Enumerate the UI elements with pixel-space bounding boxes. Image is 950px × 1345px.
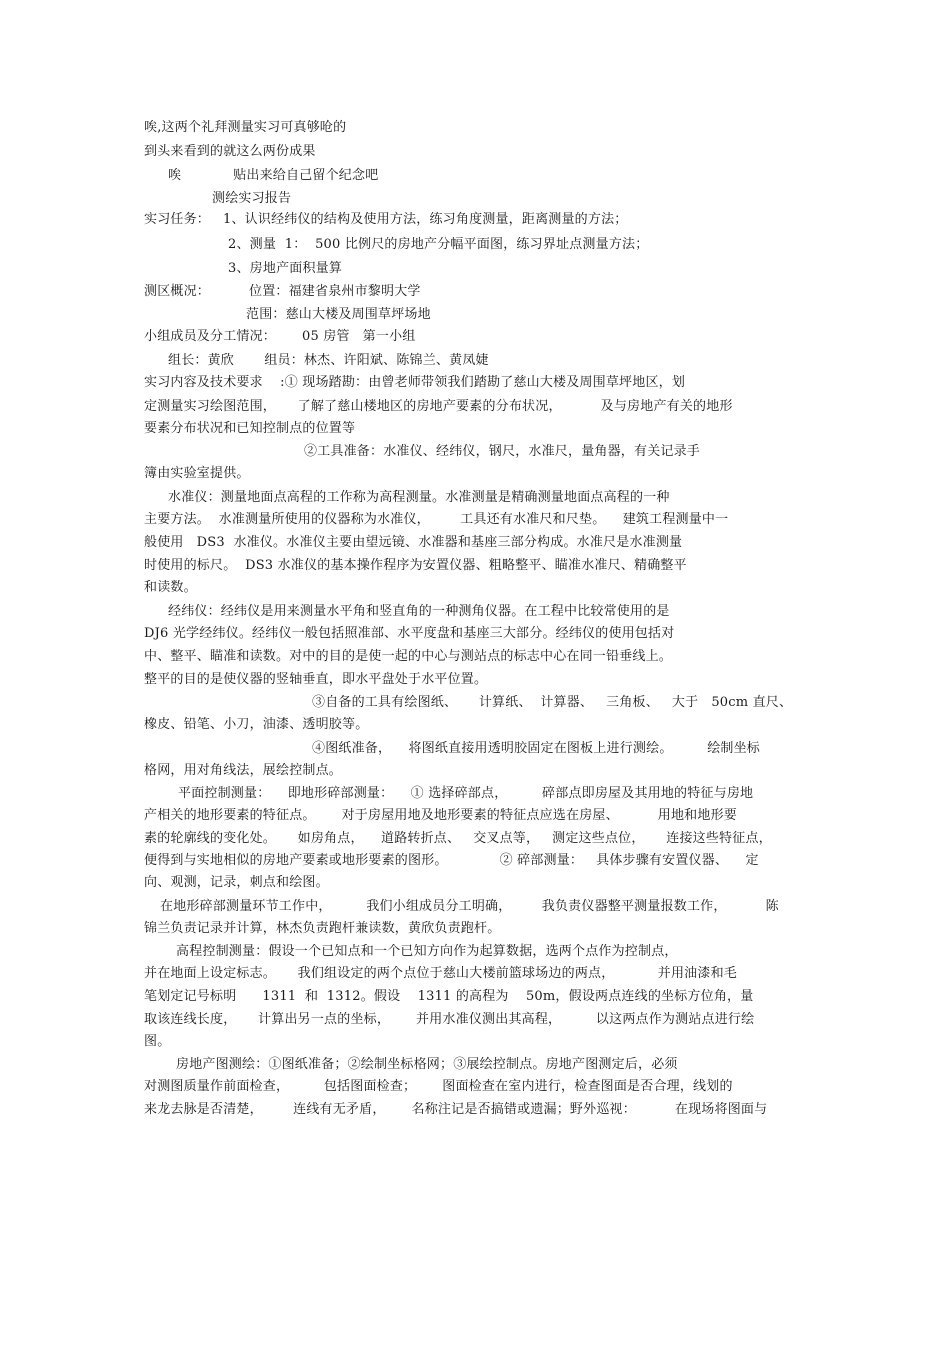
text-line: 平面控制测量： 即地形碎部测量： ① 选择碎部点， 碎部点即房屋及其用地的特征与房地: [178, 786, 754, 801]
text-line: 实习任务： 1、认识经纬仪的结构及使用方法，练习角度测量，距离测量的方法；: [144, 212, 628, 227]
text-line: 簿由实验室提供。: [144, 466, 250, 481]
text-line: 定测量实习绘图范围， 了解了慈山楼地区的房地产要素的分布状况， 及与房地产有关的地形: [144, 399, 733, 414]
text-line: 经纬仪：经纬仪是用来测量水平角和竖直角的一种测角仪器。在工程中比较常使用的是: [168, 604, 670, 619]
text-line: ④图纸准备， 将图纸直接用透明胶固定在图板上进行测绘。 绘制坐标: [312, 741, 760, 756]
text-line: 时使用的标尺。 DS3 水准仪的基本操作程序为安置仪器、粗略整平、瞄准水准尺、精确整平: [144, 558, 687, 573]
text-line: 高程控制测量：假设一个已知点和一个已知方向作为起算数据，选两个点作为控制点，: [176, 944, 678, 959]
text-line: 3、房地产面积量算: [228, 261, 343, 276]
text-line: 唉,这两个礼拜测量实习可真够呛的: [144, 120, 347, 135]
text-line: ②工具准备：水准仪、经纬仪，钢尺，水准尺，量角器，有关记录手: [304, 444, 701, 459]
text-line: 主要方法。 水准测量所使用的仪器称为水准仪， 工具还有水准尺和尺垫。 建筑工程测量中一: [144, 512, 729, 527]
text-line: 锦兰负责记录并计算，林杰负责跑杆兼读数，黄欣负责跑杆。: [144, 921, 501, 936]
text-line: 格网，用对角线法，展绘控制点。: [144, 763, 343, 778]
text-line: 素的轮廓线的变化处。 如房角点， 道路转折点、 交叉点等， 测定这些点位， 连接这些特征点，: [144, 831, 772, 846]
text-line: 中、整平、瞄准和读数。对中的目的是使一起的中心与测站点的标志中心在同一铅垂线上。: [144, 649, 673, 664]
text-line: 笔划定记号标明 1311 和 1312。假设 1311 的高程为 50m，假设两点连线的坐标方位角，量: [144, 989, 754, 1004]
text-line: 图。: [144, 1034, 171, 1049]
text-line: 到头来看到的就这么两份成果: [144, 144, 316, 159]
text-line: 便得到与实地相似的房地产要素或地形要素的图形。 ② 碎部测量： 具体步骤有安置仪器、 定: [144, 853, 759, 868]
text-line: 组长：黄欣 组员：林杰、许阳斌、陈锦兰、黄凤婕: [168, 353, 489, 368]
text-line: 水准仪：测量地面点高程的工作称为高程测量。水准测量是精确测量地面点高程的一种: [168, 490, 670, 505]
text-line: 整平的目的是使仪器的竖轴垂直，即水平盘处于水平位置。: [144, 672, 488, 687]
text-line: DJ6 光学经纬仪。经纬仪一般包括照准部、水平度盘和基座三大部分。经纬仪的使用包括对: [144, 626, 675, 641]
text-line: 实习内容及技术要求 :① 现场踏勘：由曾老师带领我们踏勘了慈山大楼及周围草坪地区，划: [144, 375, 686, 390]
text-line: ③自备的工具有绘图纸、 计算纸、 计算器、 三角板、 大于 50cm 直尺、: [312, 695, 793, 710]
text-line: 取该连线长度， 计算出另一点的坐标， 并用水准仪测出其高程， 以这两点作为测站点进行绘: [144, 1012, 755, 1027]
text-line: 橡皮、铅笔、小刀，油漆、透明胶等。: [144, 717, 369, 732]
text-line: 测区概况： 位置：福建省泉州市黎明大学: [144, 284, 421, 299]
text-line: 房地产图测绘：①图纸准备；②绘制坐标格网；③展绘控制点。房地产图测定后，必须: [176, 1057, 678, 1072]
text-line: 来龙去脉是否清楚， 连线有无矛盾， 名称注记是否搞错或遗漏；野外巡视： 在现场将图面与: [144, 1102, 768, 1117]
text-line: 要素分布状况和已知控制点的位置等: [144, 421, 356, 436]
text-line: 范围：慈山大楼及周围草坪场地: [246, 307, 431, 322]
report-title: 测绘实习报告: [212, 191, 292, 206]
text-line: 并在地面上设定标志。 我们组设定的两个点位于慈山大楼前篮球场边的两点， 并用油漆和毛: [144, 966, 737, 981]
text-line: 般使用 DS3 水准仪。水准仪主要由望远镜、水准器和基座三部分构成。水准尺是水准测量: [144, 535, 683, 550]
text-line: 向、观测，记录，刺点和绘图。: [144, 875, 329, 890]
text-line: 产相关的地形要素的特征点。 对于房屋用地及地形要素的特征点应选在房屋、 用地和地形要: [144, 808, 737, 823]
text-line: 唉 贴出来给自己留个纪念吧: [168, 168, 379, 183]
text-line: 2、测量 1： 500 比例尺的房地产分幅平面图，练习界址点测量方法；: [228, 237, 649, 252]
text-line: 和读数。: [144, 580, 197, 595]
text-line: 对测图质量作前面检查， 包括图面检查； 图面检查在室内进行，检查图面是否合理，线划的: [144, 1079, 733, 1094]
text-line: 在地形碎部测量环节工作中， 我们小组成员分工明确， 我负责仪器整平测量报数工作， 陈: [160, 899, 779, 914]
text-line: 小组成员及分工情况： 05 房管 第一小组: [144, 329, 416, 344]
